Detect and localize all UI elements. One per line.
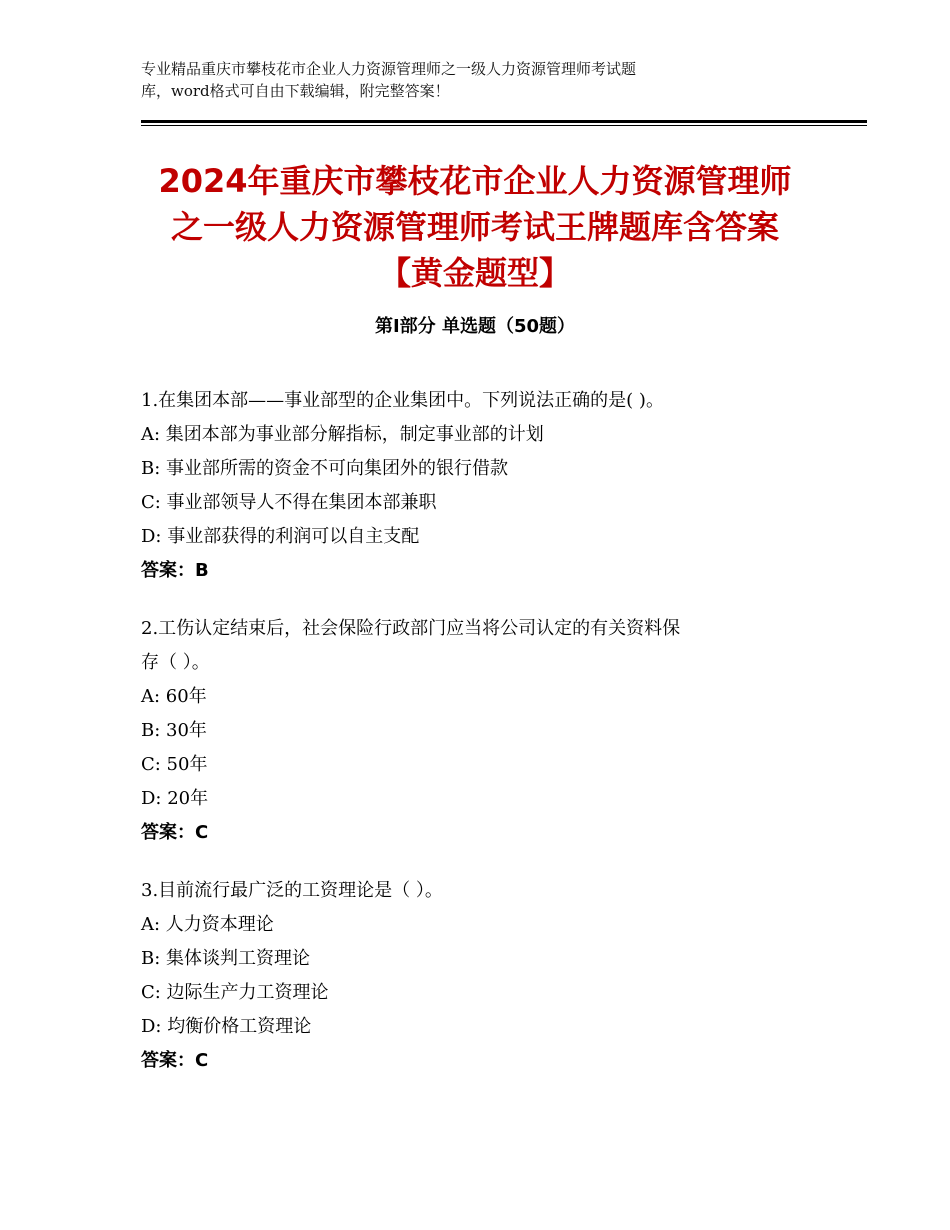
option-b: B: 30年	[141, 720, 207, 741]
option-b: B: 事业部所需的资金不可向集团外的银行借款	[141, 458, 509, 479]
option-a: A: 人力资本理论	[141, 914, 274, 935]
option-a: A: 60年	[141, 686, 207, 707]
question-stem: 1.在集团本部——事业部型的企业集团中。下列说法正确的是( )。	[141, 390, 664, 411]
header-note	[141, 58, 821, 102]
answer: 答案：C	[141, 822, 209, 843]
option-d: D: 20年	[141, 788, 209, 809]
option-c: C: 边际生产力工资理论	[141, 982, 329, 1003]
question-1	[141, 384, 831, 588]
header-divider-thick	[141, 120, 867, 123]
title-line-3: 【黄金题型】	[378, 254, 571, 292]
option-b: B: 集体谈判工资理论	[141, 948, 311, 969]
header-note-line-1: 专业精品重庆市攀枝花市企业人力资源管理师之一级人力资源管理师考试题	[141, 60, 637, 78]
option-a: A: 集团本部为事业部分解指标，制定事业部的计划	[141, 424, 544, 445]
title-line-1: 2024年重庆市攀枝花市企业人力资源管理师	[158, 162, 792, 200]
question-stem-continued: 存（ ）。	[141, 652, 210, 673]
answer: 答案：B	[141, 560, 209, 581]
option-c: C: 50年	[141, 754, 208, 775]
option-d: D: 均衡价格工资理论	[141, 1016, 312, 1037]
answer: 答案：C	[141, 1050, 209, 1071]
question-2	[141, 612, 831, 850]
document-title	[100, 158, 850, 296]
option-d: D: 事业部获得的利润可以自主支配	[141, 526, 420, 547]
question-stem: 3.目前流行最广泛的工资理论是（ ）。	[141, 880, 443, 901]
question-list	[141, 384, 831, 1102]
header-note-line-2: 库，word格式可自由下载编辑，附完整答案！	[141, 82, 450, 100]
option-c: C: 事业部领导人不得在集团本部兼职	[141, 492, 437, 513]
question-3	[141, 874, 831, 1078]
question-stem: 2.工伤认定结束后，社会保险行政部门应当将公司认定的有关资料保	[141, 618, 681, 639]
section-heading: 第Ⅰ部分 单选题（50题）	[374, 316, 575, 337]
header-divider-thin	[141, 125, 867, 126]
title-line-2: 之一级人力资源管理师考试王牌题库含答案	[170, 208, 779, 246]
